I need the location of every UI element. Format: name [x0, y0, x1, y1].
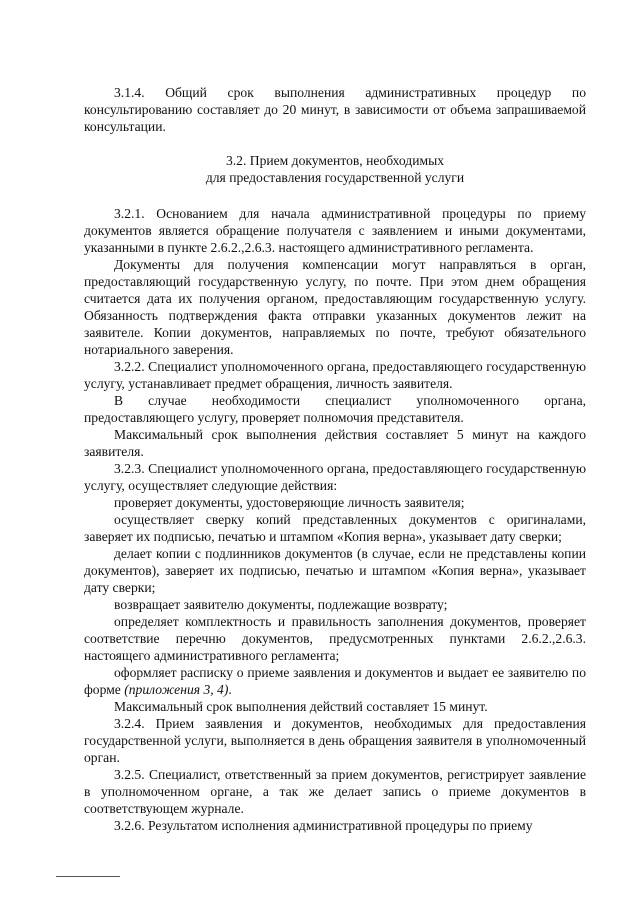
paragraph-receipt [84, 664, 586, 698]
spacer [84, 135, 586, 152]
paragraph-completeness: определяет комплектность и правильность заполнения документов, проверяет соответствие перечню документов, предусмотренных пунктами 2.6.2.,2.6.3. настоящего административного регламента; [84, 614, 586, 663]
paragraph-3-1-4: 3.1.4. Общий срок выполнения административных процедур по консультированию составляет до 20 минут, в зависимости от объема запрашиваемой консультации. [84, 85, 586, 134]
section-heading-line-1: 3.2. Прием документов, необходимых [225, 153, 445, 168]
paragraph-make-copies: делает копии с подлинников документов (в случае, если не представлены копии документов), заверяет их подписью, печатью и штампом «Копия верна», указывает дату сверки; [84, 546, 586, 595]
paragraph-verify-copies: осуществляет сверку копий представленных документов с оригиналами, заверяет их подписью, печатью и штампом «Копия верна», указывает дату сверки; [84, 512, 586, 544]
paragraph-3-2-4: 3.2.4. Прием заявления и документов, необходимых для предоставления государственной услуги, выполняется в день обращения заявителя в уполномоченный орган. [84, 716, 586, 765]
paragraph-representative: В случае необходимости специалист уполномоченного органа, предоставляющего услугу, проверяет полномочия представителя. [84, 393, 586, 425]
paragraph-3-2-5: 3.2.5. Специалист, ответственный за прием документов, регистрирует заявление в уполномоченном органе, а так же делает запись о приеме документов в соответствующем журнале. [84, 767, 586, 816]
paragraph-3-2-3: 3.2.3. Специалист уполномоченного органа, предоставляющего государственную услугу, осуществляет следующие действия: [84, 461, 586, 493]
footnote-rule [56, 876, 120, 877]
paragraph-max-time-15: Максимальный срок выполнения действий составляет 15 минут. [114, 699, 488, 714]
paragraph-3-2-6: 3.2.6. Результатом исполнения административной процедуры по приему [114, 818, 533, 833]
paragraph-max-time-5: Максимальный срок выполнения действия составляет 5 минут на каждого заявителя. [84, 427, 586, 459]
section-heading-line-2: для предоставления государственной услуги [205, 170, 465, 185]
receipt-tail: . [228, 682, 232, 697]
spacer [84, 186, 586, 205]
paragraph-3-2-1: 3.2.1. Основанием для начала административной процедуры по приему документов является обращение получателя с заявлением и иными документами, указанными в пункте 2.6.2.,2.6.3. настоящего административного регламента. [84, 206, 586, 255]
paragraph-3-2-2: 3.2.2. Специалист уполномоченного органа, предоставляющего государственную услугу, устанавливает предмет обращения, личность заявителя. [84, 359, 586, 391]
paragraph-mail-documents: Документы для получения компенсации могут направляться в орган, предоставляющий государственную услугу, по почте. При этом днем обращения считается дата их получения органом, предоставляющим государственную услугу. Обязанность подтверждения факта отправки указанных документов лежит на заявителе. Копии документов, направляемых по почте, требуют обязательного нотариального заверения. [84, 257, 586, 357]
paragraph-check-identity: проверяет документы, удостоверяющие личность заявителя; [114, 495, 465, 510]
receipt-text: оформляет расписку о приеме заявления и документов и выдает ее заявителю по форме [84, 665, 586, 697]
receipt-annex-reference: (приложения 3, 4) [124, 682, 229, 697]
document-page [84, 84, 586, 834]
paragraph-return-documents: возвращает заявителю документы, подлежащие возврату; [114, 597, 448, 612]
